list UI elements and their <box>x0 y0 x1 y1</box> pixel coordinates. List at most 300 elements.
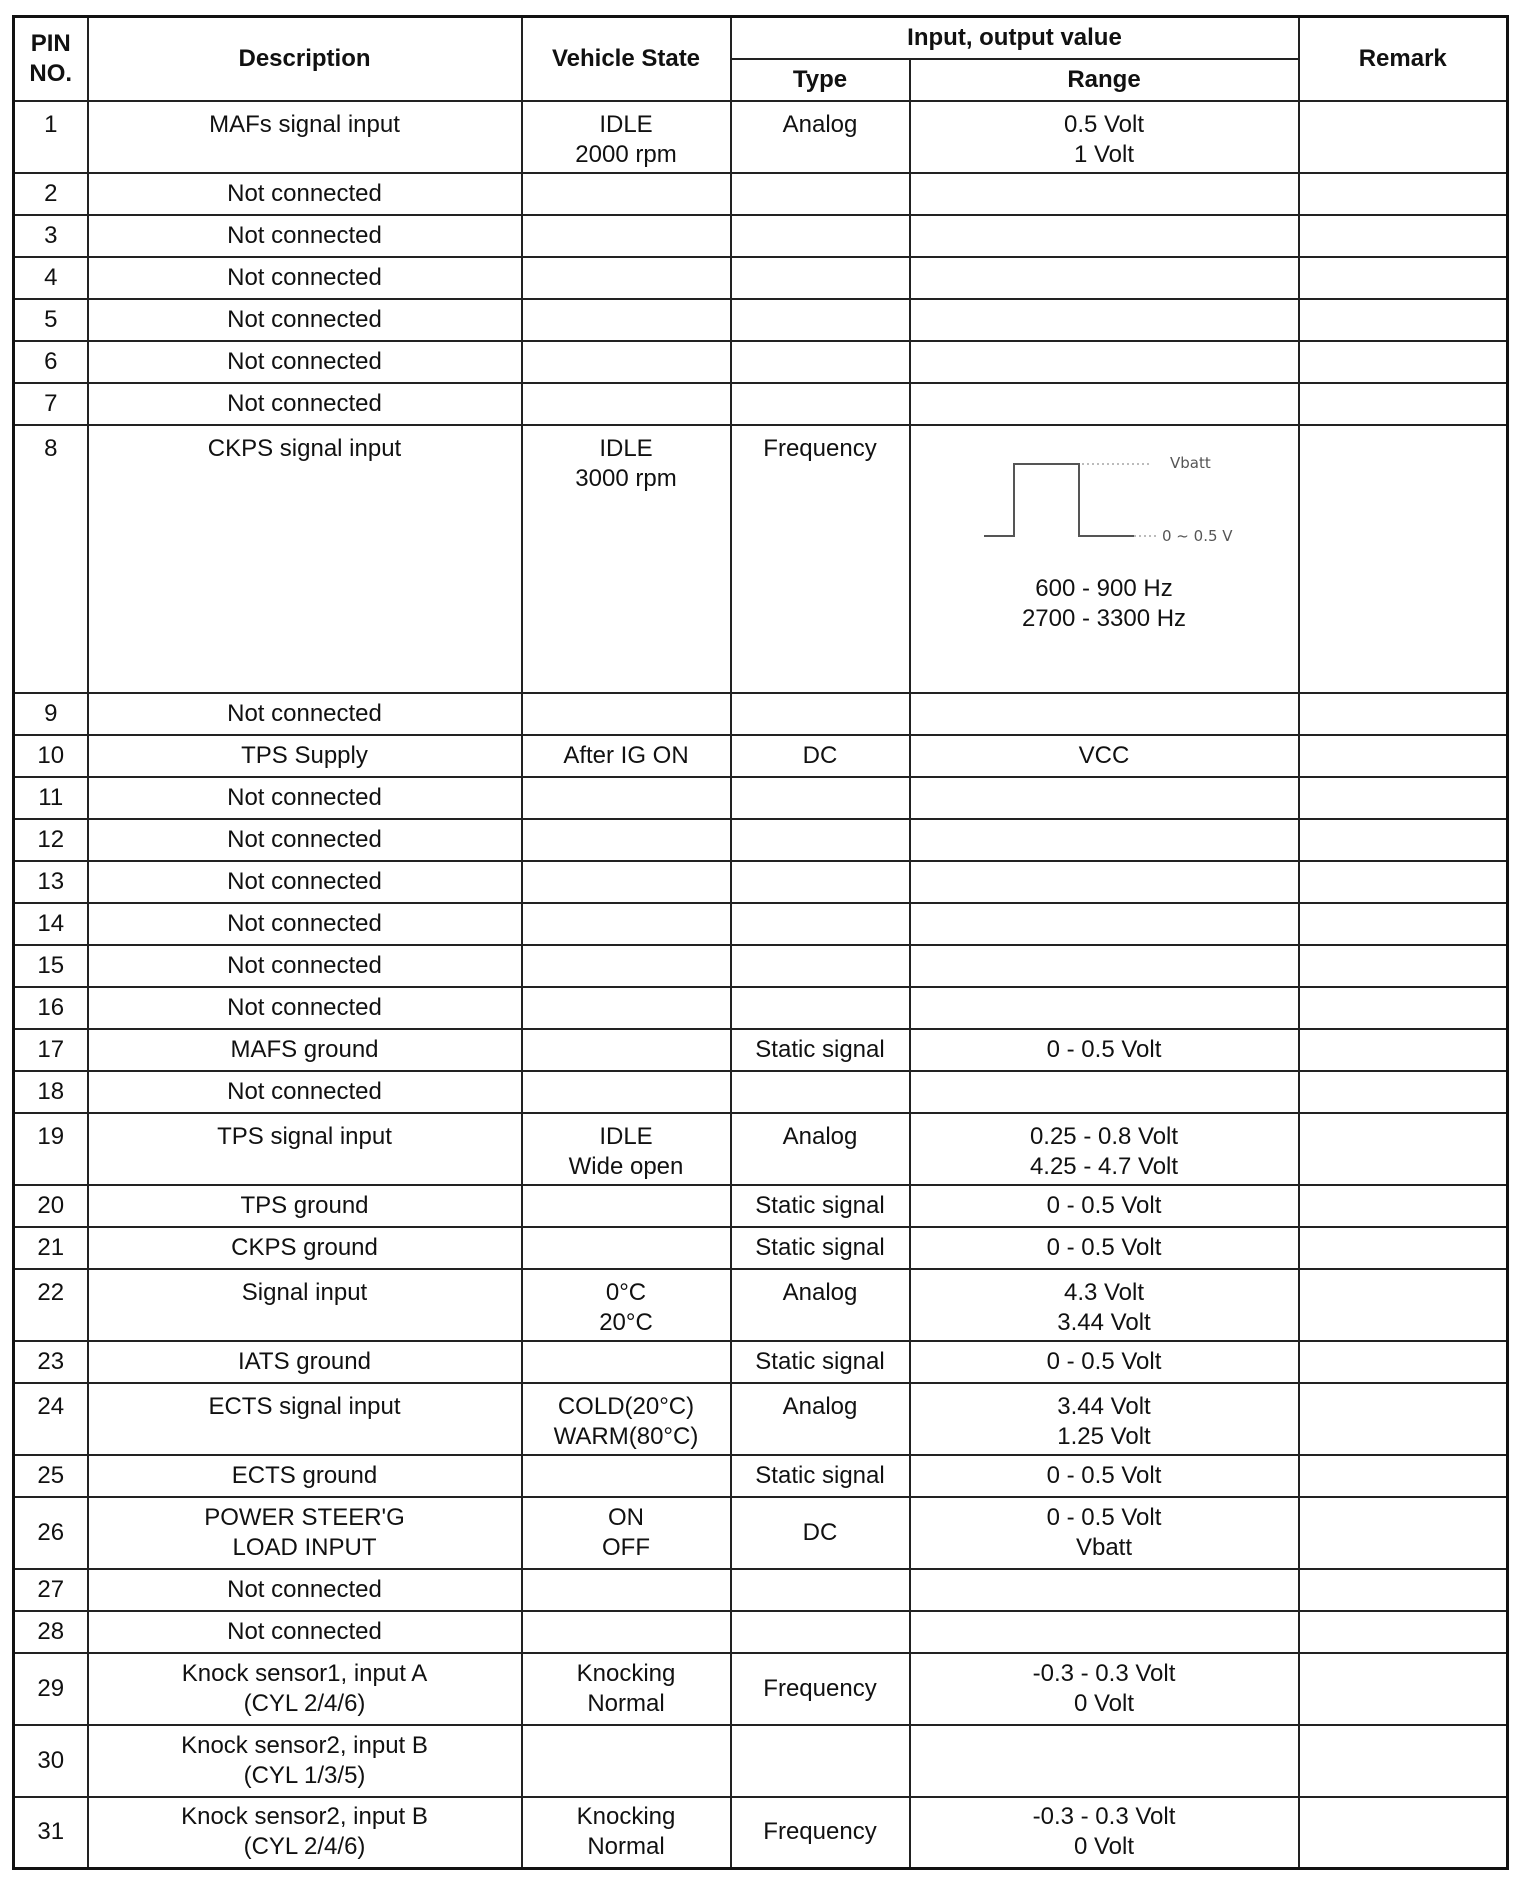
cell-type: Analog <box>731 1269 910 1341</box>
cell-pin: 6 <box>14 341 88 383</box>
table-row <box>14 819 1508 861</box>
cell-description <box>88 987 522 1029</box>
cell-remark <box>1299 1227 1508 1269</box>
cell-description-line: MAFS ground <box>230 1035 379 1063</box>
cell-description-line: (CYL 2/4/6) <box>243 1689 366 1717</box>
cell-description-line: ECTS ground <box>231 1461 378 1489</box>
cell-description <box>88 1341 522 1383</box>
cell-remark <box>1299 1611 1508 1653</box>
cell-type: Static signal <box>731 1185 910 1227</box>
table-row <box>14 1341 1508 1383</box>
cell-range <box>910 341 1299 383</box>
cell-range-line: VCC <box>1078 741 1130 769</box>
cell-type <box>731 1725 910 1797</box>
header-vehicle-state: Vehicle State <box>522 17 731 101</box>
cell-description-line: Not connected <box>227 263 382 291</box>
cell-description-line: Not connected <box>227 1617 382 1645</box>
table-row <box>14 861 1508 903</box>
cell-vehicle-state <box>522 1569 731 1611</box>
cell-description <box>88 101 522 173</box>
cell-description-line: TPS signal input <box>217 1122 392 1150</box>
cell-remark <box>1299 383 1508 425</box>
cell-type: Static signal <box>731 1029 910 1071</box>
cell-description <box>88 1497 522 1569</box>
cell-remark <box>1299 1113 1508 1185</box>
cell-description <box>88 1029 522 1071</box>
table-row <box>14 945 1508 987</box>
cell-pin: 7 <box>14 383 88 425</box>
cell-type: Frequency <box>731 1653 910 1725</box>
cell-type: Analog <box>731 1383 910 1455</box>
cell-remark <box>1299 1569 1508 1611</box>
cell-vehicle-state-line: 2000 rpm <box>575 140 677 168</box>
cell-description-line: POWER STEER'G <box>204 1503 405 1531</box>
pin-table <box>12 15 1509 1870</box>
table-row <box>14 101 1508 173</box>
cell-vehicle-state <box>522 1797 731 1869</box>
cell-remark <box>1299 1071 1508 1113</box>
table-row <box>14 383 1508 425</box>
cell-description-line: Not connected <box>227 305 382 333</box>
table-row <box>14 1725 1508 1797</box>
cell-range <box>910 1341 1299 1383</box>
cell-pin: 12 <box>14 819 88 861</box>
cell-pin: 13 <box>14 861 88 903</box>
cell-pin: 25 <box>14 1455 88 1497</box>
cell-type <box>731 1071 910 1113</box>
cell-description <box>88 945 522 987</box>
cell-range <box>910 945 1299 987</box>
cell-vehicle-state-line: Knocking <box>576 1659 676 1687</box>
cell-description-line: IATS ground <box>238 1347 371 1375</box>
cell-vehicle-state <box>522 819 731 861</box>
cell-description <box>88 861 522 903</box>
cell-description-line: Knock sensor2, input B <box>181 1731 428 1759</box>
cell-remark <box>1299 987 1508 1029</box>
cell-range <box>910 777 1299 819</box>
cell-range <box>910 425 1299 693</box>
cell-type: Frequency <box>731 425 910 693</box>
cell-pin: 8 <box>14 425 88 693</box>
cell-remark <box>1299 101 1508 173</box>
cell-range-line: 1.25 Volt <box>1057 1422 1151 1450</box>
cell-vehicle-state-line: Normal <box>587 1833 665 1861</box>
waveform-low-label: 0 ~ 0.5 V <box>1162 526 1233 545</box>
cell-vehicle-state <box>522 1611 731 1653</box>
cell-type <box>731 215 910 257</box>
cell-description-line: Not connected <box>227 221 382 249</box>
cell-pin: 23 <box>14 1341 88 1383</box>
cell-remark <box>1299 1269 1508 1341</box>
header-type: Type <box>731 59 910 101</box>
cell-pin: 11 <box>14 777 88 819</box>
cell-remark <box>1299 1383 1508 1455</box>
cell-vehicle-state-line: 0°C <box>605 1278 647 1306</box>
cell-pin: 27 <box>14 1569 88 1611</box>
cell-range <box>910 1497 1299 1569</box>
cell-type <box>731 861 910 903</box>
cell-description-line: MAFs signal input <box>209 110 400 138</box>
cell-range <box>910 1611 1299 1653</box>
cell-remark <box>1299 173 1508 215</box>
cell-pin: 18 <box>14 1071 88 1113</box>
cell-vehicle-state <box>522 1653 731 1725</box>
cell-type: Static signal <box>731 1341 910 1383</box>
cell-description-line: CKPS ground <box>231 1233 378 1261</box>
cell-description <box>88 903 522 945</box>
cell-pin: 22 <box>14 1269 88 1341</box>
cell-remark <box>1299 1653 1508 1725</box>
cell-range-line: 600 - 900 Hz <box>1035 574 1173 602</box>
cell-vehicle-state-line: IDLE <box>599 434 653 462</box>
table-row <box>14 1797 1508 1869</box>
cell-pin: 16 <box>14 987 88 1029</box>
cell-type <box>731 693 910 735</box>
cell-range-line: 0 - 0.5 Volt <box>1046 1347 1162 1375</box>
table-row <box>14 1611 1508 1653</box>
cell-pin: 20 <box>14 1185 88 1227</box>
cell-description <box>88 1725 522 1797</box>
cell-remark <box>1299 1185 1508 1227</box>
table-row <box>14 1227 1508 1269</box>
cell-description <box>88 257 522 299</box>
table-row <box>14 299 1508 341</box>
cell-vehicle-state <box>522 1185 731 1227</box>
cell-range <box>910 173 1299 215</box>
cell-remark <box>1299 945 1508 987</box>
cell-description-line: TPS Supply <box>241 741 368 769</box>
cell-pin: 24 <box>14 1383 88 1455</box>
cell-type <box>731 945 910 987</box>
waveform-line <box>984 464 1134 536</box>
cell-range <box>910 1029 1299 1071</box>
cell-range <box>910 903 1299 945</box>
cell-range <box>910 1455 1299 1497</box>
cell-description-line: Not connected <box>227 909 382 937</box>
cell-vehicle-state <box>522 1383 731 1455</box>
table-row <box>14 1569 1508 1611</box>
cell-vehicle-state <box>522 1029 731 1071</box>
cell-range <box>910 1113 1299 1185</box>
cell-range-line: 1 Volt <box>1073 140 1135 168</box>
cell-vehicle-state <box>522 215 731 257</box>
cell-range-line: 0.25 - 0.8 Volt <box>1029 1122 1179 1150</box>
cell-description-line: Not connected <box>227 389 382 417</box>
cell-range <box>910 1383 1299 1455</box>
cell-range-line: 3.44 Volt <box>1057 1308 1151 1336</box>
cell-pin: 19 <box>14 1113 88 1185</box>
cell-pin: 17 <box>14 1029 88 1071</box>
cell-range-line: 0 - 0.5 Volt <box>1046 1035 1162 1063</box>
cell-type <box>731 903 910 945</box>
cell-description-line: Not connected <box>227 347 382 375</box>
cell-range <box>910 257 1299 299</box>
cell-remark <box>1299 777 1508 819</box>
cell-pin: 30 <box>14 1725 88 1797</box>
table-row <box>14 1497 1508 1569</box>
table-row <box>14 257 1508 299</box>
cell-description <box>88 1611 522 1653</box>
pin-table-page <box>12 15 1509 1870</box>
cell-type: Static signal <box>731 1227 910 1269</box>
cell-description-line: Not connected <box>227 825 382 853</box>
header-description: Description <box>88 17 522 101</box>
cell-description <box>88 1071 522 1113</box>
cell-range <box>910 861 1299 903</box>
cell-range-line: 0.5 Volt <box>1063 110 1145 138</box>
cell-remark <box>1299 903 1508 945</box>
cell-vehicle-state-line: 3000 rpm <box>575 464 677 492</box>
cell-range <box>910 693 1299 735</box>
cell-description <box>88 1269 522 1341</box>
cell-description <box>88 1185 522 1227</box>
cell-range-line: 0 - 0.5 Volt <box>1046 1503 1162 1531</box>
cell-description-line: Not connected <box>227 867 382 895</box>
cell-remark <box>1299 861 1508 903</box>
cell-vehicle-state <box>522 987 731 1029</box>
cell-vehicle-state <box>522 693 731 735</box>
cell-vehicle-state <box>522 777 731 819</box>
cell-range <box>910 101 1299 173</box>
cell-type: Analog <box>731 1113 910 1185</box>
cell-description <box>88 1569 522 1611</box>
cell-range-line: 3.44 Volt <box>1057 1392 1151 1420</box>
cell-type: Analog <box>731 101 910 173</box>
cell-pin: 1 <box>14 101 88 173</box>
cell-remark <box>1299 1455 1508 1497</box>
cell-description <box>88 215 522 257</box>
cell-description <box>88 1383 522 1455</box>
cell-remark <box>1299 215 1508 257</box>
cell-type <box>731 1611 910 1653</box>
cell-description-line: Not connected <box>227 951 382 979</box>
cell-description <box>88 819 522 861</box>
cell-pin: 29 <box>14 1653 88 1725</box>
cell-vehicle-state <box>522 425 731 693</box>
table-row <box>14 1383 1508 1455</box>
cell-type <box>731 173 910 215</box>
table-row <box>14 425 1508 693</box>
cell-remark <box>1299 1725 1508 1797</box>
table-row <box>14 735 1508 777</box>
cell-remark <box>1299 735 1508 777</box>
header-io-value: Input, output value <box>731 17 1299 59</box>
cell-vehicle-state <box>522 173 731 215</box>
header-range: Range <box>910 59 1299 101</box>
cell-description <box>88 341 522 383</box>
cell-remark <box>1299 1341 1508 1383</box>
cell-pin: 26 <box>14 1497 88 1569</box>
cell-vehicle-state <box>522 735 731 777</box>
cell-type <box>731 257 910 299</box>
cell-vehicle-state <box>522 945 731 987</box>
table-row <box>14 341 1508 383</box>
cell-range-line: 0 Volt <box>1073 1689 1135 1717</box>
cell-description-line: (CYL 1/3/5) <box>243 1761 366 1789</box>
cell-range <box>910 1071 1299 1113</box>
cell-vehicle-state-line: Wide open <box>568 1152 684 1180</box>
table-row <box>14 1653 1508 1725</box>
cell-description <box>88 1455 522 1497</box>
cell-pin: 15 <box>14 945 88 987</box>
cell-description-line: ECTS signal input <box>208 1392 401 1420</box>
cell-description <box>88 299 522 341</box>
table-row <box>14 777 1508 819</box>
cell-description-line: CKPS signal input <box>207 434 402 462</box>
cell-description-line: Knock sensor1, input A <box>181 1659 428 1687</box>
cell-type: DC <box>731 735 910 777</box>
cell-range <box>910 1797 1299 1869</box>
cell-pin: 5 <box>14 299 88 341</box>
cell-vehicle-state-line: IDLE <box>599 110 653 138</box>
cell-range <box>910 299 1299 341</box>
cell-remark <box>1299 425 1508 693</box>
cell-remark <box>1299 693 1508 735</box>
cell-remark <box>1299 299 1508 341</box>
cell-type <box>731 819 910 861</box>
cell-vehicle-state <box>522 861 731 903</box>
cell-vehicle-state <box>522 341 731 383</box>
cell-vehicle-state <box>522 383 731 425</box>
table-header <box>14 17 1508 101</box>
cell-range <box>910 1269 1299 1341</box>
cell-range <box>910 1725 1299 1797</box>
cell-description-line: Not connected <box>227 993 382 1021</box>
cell-range-line: Vbatt <box>1075 1533 1133 1561</box>
table-row <box>14 215 1508 257</box>
cell-description-line: Signal input <box>241 1278 368 1306</box>
cell-range-line: 0 Volt <box>1073 1833 1135 1861</box>
header-remark: Remark <box>1299 17 1508 101</box>
ckps-waveform-diagram <box>974 444 1234 564</box>
cell-vehicle-state <box>522 101 731 173</box>
cell-description-line: Not connected <box>227 783 382 811</box>
table-row <box>14 1071 1508 1113</box>
cell-range <box>910 1185 1299 1227</box>
cell-description-line: TPS ground <box>240 1191 369 1219</box>
cell-range <box>910 215 1299 257</box>
cell-type <box>731 299 910 341</box>
cell-type <box>731 1569 910 1611</box>
cell-range <box>910 1653 1299 1725</box>
cell-vehicle-state-line: Knocking <box>576 1803 676 1831</box>
cell-description-line: (CYL 2/4/6) <box>243 1833 366 1861</box>
cell-range-line: -0.3 - 0.3 Volt <box>1032 1659 1176 1687</box>
cell-vehicle-state-line: IDLE <box>599 1122 653 1150</box>
cell-pin: 4 <box>14 257 88 299</box>
cell-description <box>88 383 522 425</box>
table-row <box>14 1269 1508 1341</box>
cell-pin: 3 <box>14 215 88 257</box>
cell-vehicle-state <box>522 1341 731 1383</box>
cell-pin: 21 <box>14 1227 88 1269</box>
table-row <box>14 1113 1508 1185</box>
cell-description-line: Knock sensor2, input B <box>181 1803 428 1831</box>
cell-range <box>910 1227 1299 1269</box>
cell-range <box>910 735 1299 777</box>
cell-vehicle-state-line: Normal <box>587 1689 665 1717</box>
cell-type <box>731 383 910 425</box>
cell-description <box>88 693 522 735</box>
cell-vehicle-state <box>522 1113 731 1185</box>
cell-description-line: Not connected <box>227 1077 382 1105</box>
table-row <box>14 693 1508 735</box>
cell-vehicle-state <box>522 257 731 299</box>
cell-remark <box>1299 1497 1508 1569</box>
cell-vehicle-state <box>522 299 731 341</box>
cell-pin: 31 <box>14 1797 88 1869</box>
cell-description <box>88 425 522 693</box>
cell-vehicle-state <box>522 1455 731 1497</box>
cell-range-line: 0 - 0.5 Volt <box>1046 1233 1162 1261</box>
table-row <box>14 1185 1508 1227</box>
cell-remark <box>1299 257 1508 299</box>
table-row <box>14 1455 1508 1497</box>
cell-range-line: 4.25 - 4.7 Volt <box>1029 1152 1179 1180</box>
cell-type: Static signal <box>731 1455 910 1497</box>
cell-description <box>88 173 522 215</box>
cell-remark <box>1299 819 1508 861</box>
cell-pin: 9 <box>14 693 88 735</box>
cell-description <box>88 1113 522 1185</box>
cell-vehicle-state <box>522 1725 731 1797</box>
cell-range <box>910 1569 1299 1611</box>
cell-range <box>910 383 1299 425</box>
cell-description <box>88 735 522 777</box>
cell-remark <box>1299 1029 1508 1071</box>
cell-vehicle-state-line: 20°C <box>599 1308 653 1336</box>
cell-range-line: 0 - 0.5 Volt <box>1046 1461 1162 1489</box>
cell-description <box>88 1227 522 1269</box>
table-row <box>14 173 1508 215</box>
cell-type <box>731 987 910 1029</box>
cell-pin: 10 <box>14 735 88 777</box>
cell-description <box>88 1797 522 1869</box>
cell-vehicle-state-line: OFF <box>602 1533 650 1561</box>
cell-description <box>88 1653 522 1725</box>
cell-vehicle-state <box>522 903 731 945</box>
cell-pin: 28 <box>14 1611 88 1653</box>
cell-range <box>910 987 1299 1029</box>
table-row <box>14 987 1508 1029</box>
cell-vehicle-state <box>522 1497 731 1569</box>
cell-vehicle-state-line: ON <box>608 1503 644 1531</box>
cell-range-line: 2700 - 3300 Hz <box>1021 604 1187 632</box>
cell-description <box>88 777 522 819</box>
cell-type <box>731 777 910 819</box>
cell-pin: 2 <box>14 173 88 215</box>
cell-remark <box>1299 341 1508 383</box>
cell-range-line: 4.3 Volt <box>1063 1278 1145 1306</box>
cell-vehicle-state <box>522 1071 731 1113</box>
cell-type <box>731 341 910 383</box>
header-pin-no: PIN NO. <box>14 17 88 101</box>
cell-type: DC <box>731 1497 910 1569</box>
cell-remark <box>1299 1797 1508 1869</box>
cell-range-line: 0 - 0.5 Volt <box>1046 1191 1162 1219</box>
cell-description-line: LOAD INPUT <box>232 1533 377 1561</box>
cell-vehicle-state-line: COLD(20°C) <box>557 1392 695 1420</box>
cell-pin: 14 <box>14 903 88 945</box>
waveform-high-label: Vbatt <box>1170 453 1211 472</box>
cell-range-line: -0.3 - 0.3 Volt <box>1032 1803 1176 1831</box>
cell-description-line: Not connected <box>227 179 382 207</box>
cell-range <box>910 819 1299 861</box>
cell-vehicle-state-line: WARM(80°C) <box>553 1422 699 1450</box>
cell-vehicle-state <box>522 1227 731 1269</box>
cell-vehicle-state-line: After IG ON <box>563 741 689 769</box>
cell-description-line: Not connected <box>227 1575 382 1603</box>
